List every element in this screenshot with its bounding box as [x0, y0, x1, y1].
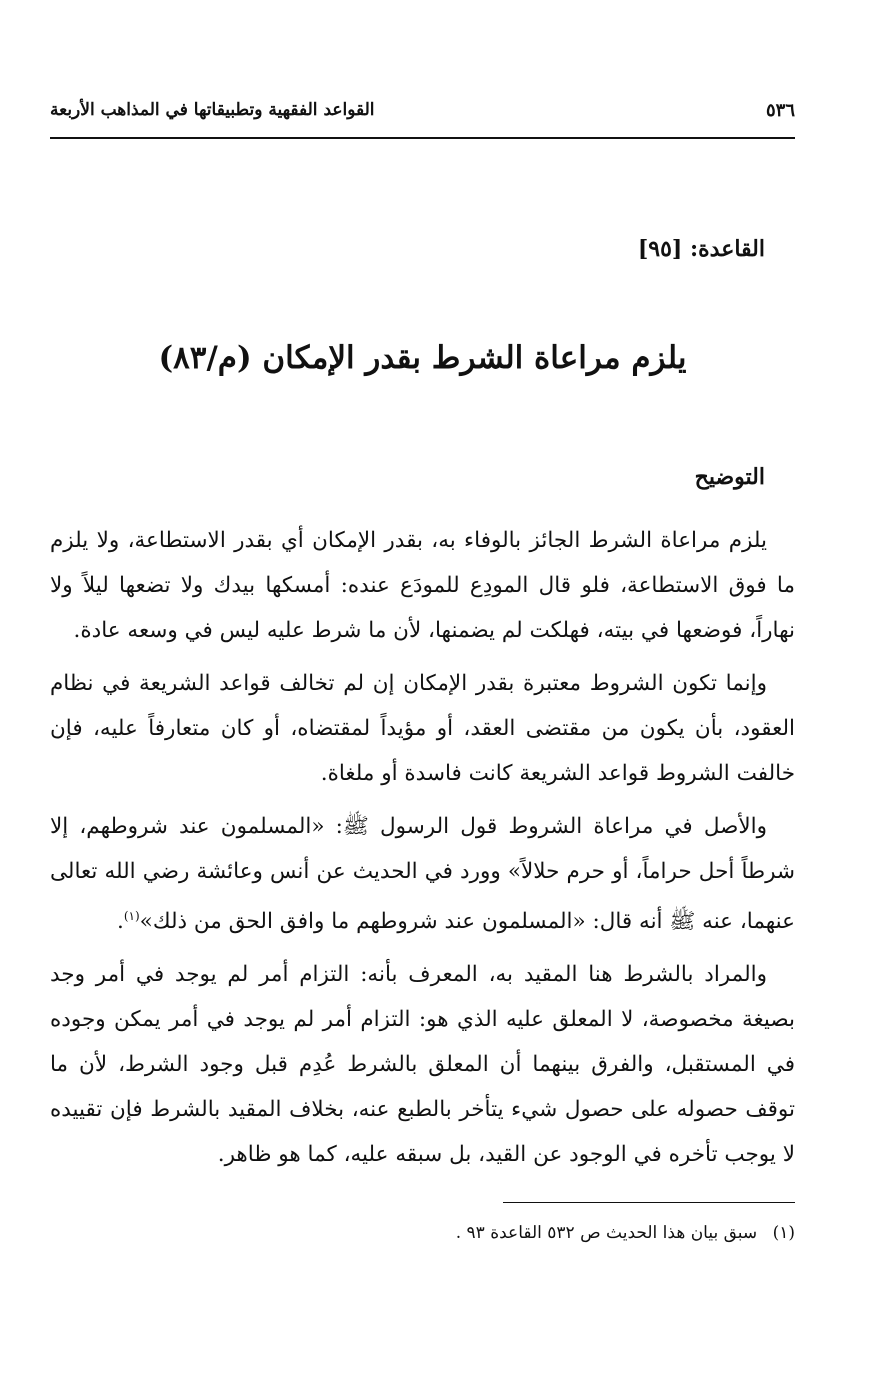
rule-title: يلزم مراعاة الشرط بقدر الإمكان (م/٨٣) — [158, 340, 687, 376]
footnote-number: (١) — [772, 1223, 795, 1243]
hadith-text: والأصل في مراعاة الشروط قول الرسول ﷺ: «المسلمون عند شروطهم، إلا شرطاً أحل حراماً، أو حرم حلالاً» وورد في الحديث عن أنس وعائشة رضي الله تعالى عنهما، عنه ﷺ أنه قال: «المسلمون عند شروطهم ما وافق الحق من ذلك» — [50, 814, 795, 935]
paragraph-3: والأصل في مراعاة الشروط قول الرسول ﷺ: «المسلمون عند شروطهم، إلا شرطاً أحل حراماً، أو حرم حلالاً» وورد في الحديث عن أنس وعائشة رضي الله تعالى عنهما، عنه ﷺ أنه قال: «المسلمون عند شروطهم ما وافق الحق من ذلك»$^{(١)}$. — [50, 814, 795, 935]
footnote-divider — [503, 1202, 795, 1203]
rule-label: القاعدة: — [690, 236, 765, 262]
rule-number-heading — [638, 236, 765, 262]
footnote-reference: (١) — [123, 909, 140, 923]
section-heading: التوضيح — [694, 464, 765, 490]
footnote — [78, 1220, 795, 1246]
rule-number: [٩٥] — [637, 236, 683, 262]
book-title: القواعد الفقهية وتطبيقاتها في المذاهب الأربعة — [50, 100, 375, 120]
paragraph-4: والمراد بالشرط هنا المقيد به، المعرف بأنه: التزام أمر لم يوجد في أمر وجد بصيغة مخصوصة، لا المعلق عليه الذي هو: التزام أمر لم يوجد في أمر يمكن وجوده في المستقبل، والفرق بينهما أن المعلق بالشرط عُدِم قبل وجود الشرط، لأن ما توقف حصوله على حصول شيء يتأخر بالطبع عنه، بخلاف المقيد بالشرط فإن تقييده لا يوجب تأخره في الوجود عن القيد، بل سبقه عليه، كما هو ظاهر. — [50, 962, 795, 1168]
footnote-text: سبق بيان هذا الحديث ص ٥٣٢ القاعدة ٩٣ . — [455, 1223, 758, 1243]
body-text — [50, 518, 795, 1185]
paragraph-1: يلزم مراعاة الشرط الجائز بالوفاء به، بقدر الإمكان أي بقدر الاستطاعة، ولا يلزم ما فوق الاستطاعة، فلو قال المودِع للمودَع عنده: أمسكها بيدك ولا تضعها ليلاً ولا نهاراً، فوضعها في بيته، فهلكت لم يضمنها، لأن ما شرط عليه ليس في وسعه عادة. — [50, 528, 795, 643]
paragraph-2: وإنما تكون الشروط معتبرة بقدر الإمكان إن لم تخالف قواعد الشريعة في نظام العقود، بأن يكون من مقتضى العقد، أو مؤيداً لمقتضاه، أو كان متعارفاً عليه، فإن خالفت الشروط قواعد الشريعة كانت فاسدة أو ملغاة. — [50, 671, 795, 786]
page-number: ٥٣٦ — [765, 100, 795, 121]
running-head — [50, 96, 795, 128]
header-divider — [50, 137, 795, 139]
